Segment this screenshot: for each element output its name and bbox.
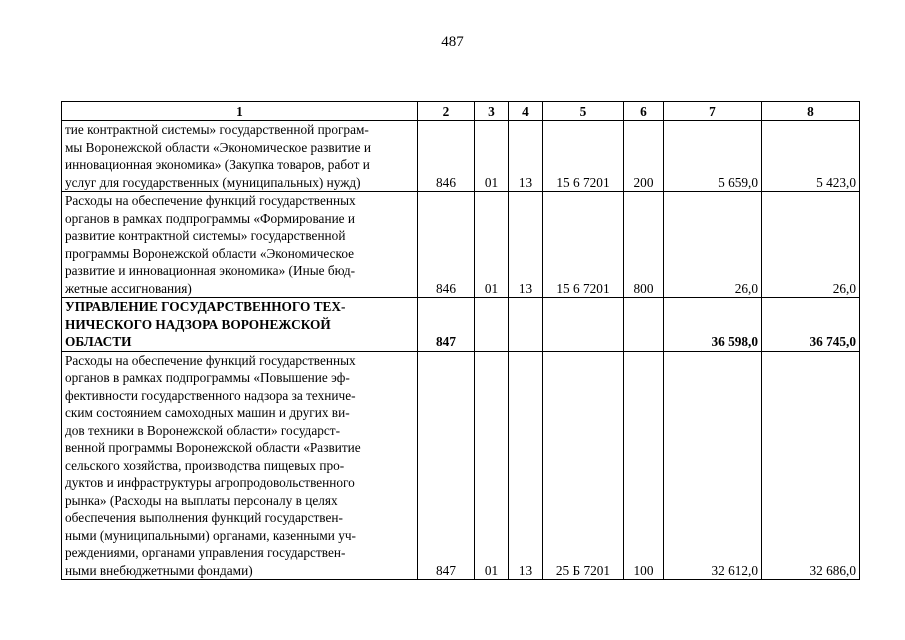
description-line: ОБЛАСТИ xyxy=(65,334,132,349)
description-line: мы Воронежской области «Экономическое развитие и xyxy=(65,139,372,155)
budget-table xyxy=(61,101,860,580)
description-line: дов техники в Воронежской области» государст- xyxy=(65,422,341,438)
target-article-code: 25 Б 7201 xyxy=(543,351,624,580)
description-line: фективности государственного надзора за техниче- xyxy=(65,387,356,403)
header-row xyxy=(62,102,860,121)
row-description xyxy=(62,121,418,192)
row-description xyxy=(62,298,418,352)
row-description xyxy=(62,192,418,298)
header-cell-2: 2 xyxy=(418,102,475,121)
description-line: венной программы Воронежской области «Развитие xyxy=(65,440,361,455)
description-line: НИЧЕСКОГО НАДЗОРА ВОРОНЕЖСКОЙ xyxy=(65,316,331,332)
header-cell-5: 5 xyxy=(543,102,624,121)
subsection-code: 13 xyxy=(509,121,543,192)
amount-col-7: 32 612,0 xyxy=(664,351,762,580)
description-line: ским состоянием самоходных машин и других ви- xyxy=(65,405,350,420)
description-line: УПРАВЛЕНИЕ ГОСУДАРСТВЕННОГО ТЕХ- xyxy=(65,299,346,314)
amount-col-7: 36 598,0 xyxy=(664,298,762,352)
expense-type-code xyxy=(624,298,664,352)
page-number: 487 xyxy=(441,34,464,50)
header-cell-8: 8 xyxy=(762,102,860,121)
amount-col-8: 36 745,0 xyxy=(762,298,860,352)
amount-col-8: 32 686,0 xyxy=(762,351,860,580)
expense-type-code: 800 xyxy=(624,192,664,298)
row-description xyxy=(62,351,418,580)
table-row xyxy=(62,351,860,580)
description-line: Расходы на обеспечение функций государственных xyxy=(65,193,356,208)
table-row xyxy=(62,192,860,298)
description-line: ными (муниципальными) органами, казенными уч- xyxy=(65,527,356,543)
amount-col-8: 26,0 xyxy=(762,192,860,298)
amount-col-7: 5 659,0 xyxy=(664,121,762,192)
description-line: жетные ассигнования) xyxy=(65,280,192,296)
ministry-code: 846 xyxy=(418,121,475,192)
description-line: инновационная экономика» (Закупка товаров, работ и xyxy=(65,157,370,172)
header-cell-1: 1 xyxy=(62,102,418,121)
amount-col-7: 26,0 xyxy=(664,192,762,298)
section-code: 01 xyxy=(475,121,509,192)
table-row xyxy=(62,121,860,192)
target-article-code: 15 6 7201 xyxy=(543,192,624,298)
target-article-code: 15 6 7201 xyxy=(543,121,624,192)
description-line: обеспечения выполнения функций государствен- xyxy=(65,510,343,525)
description-line: реждениями, органами управления государствен- xyxy=(65,545,346,560)
expense-type-code: 100 xyxy=(624,351,664,580)
description-line: ными внебюджетными фондами) xyxy=(65,562,253,578)
subsection-code: 13 xyxy=(509,192,543,298)
description-line: дуктов и инфраструктуры агропродовольственного xyxy=(65,475,355,490)
ministry-code: 847 xyxy=(418,351,475,580)
table-row xyxy=(62,298,860,352)
expense-type-code: 200 xyxy=(624,121,664,192)
header-cell-7: 7 xyxy=(664,102,762,121)
description-line: органов в рамках подпрограммы «Повышение эф- xyxy=(65,370,350,385)
description-line: услуг для государственных (муниципальных) нужд) xyxy=(65,174,361,190)
description-line: Расходы на обеспечение функций государственных xyxy=(65,352,356,368)
header-cell-6: 6 xyxy=(624,102,664,121)
section-code xyxy=(475,298,509,352)
header-cell-4: 4 xyxy=(509,102,543,121)
description-line: органов в рамках подпрограммы «Формирование и xyxy=(65,210,356,226)
header-cell-3: 3 xyxy=(475,102,509,121)
ministry-code: 847 xyxy=(418,298,475,352)
amount-col-8: 5 423,0 xyxy=(762,121,860,192)
description-line: развитие контрактной системы» государственной xyxy=(65,228,346,243)
description-line: тие контрактной системы» государственной програм- xyxy=(65,122,369,137)
description-line: сельского хозяйства, производства пищевых про- xyxy=(65,457,345,473)
description-line: развитие и инновационная экономика» (Иные бюд- xyxy=(65,263,356,278)
target-article-code xyxy=(543,298,624,352)
description-line: программы Воронежской области «Экономическое xyxy=(65,245,355,261)
subsection-code xyxy=(509,298,543,352)
subsection-code: 13 xyxy=(509,351,543,580)
section-code: 01 xyxy=(475,192,509,298)
description-line: рынка» (Расходы на выплаты персоналу в целях xyxy=(65,492,338,508)
ministry-code: 846 xyxy=(418,192,475,298)
section-code: 01 xyxy=(475,351,509,580)
